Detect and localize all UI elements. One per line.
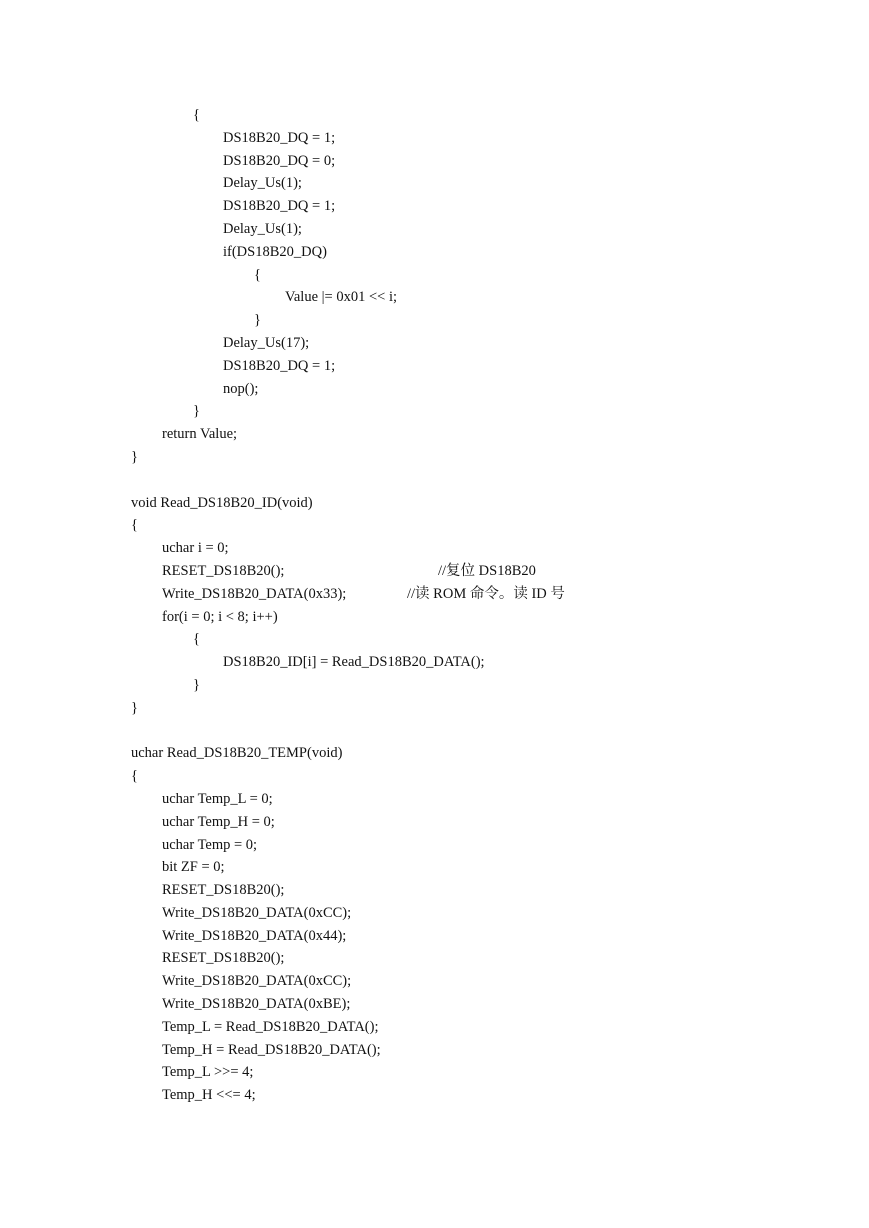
code-line bbox=[131, 378, 831, 401]
code-line bbox=[131, 560, 831, 583]
code-line bbox=[131, 788, 831, 811]
code-listing bbox=[131, 104, 831, 1107]
code-line bbox=[131, 856, 831, 879]
code-line bbox=[131, 332, 831, 355]
code-comment: //读 ROM 命令。读 ID 号 bbox=[407, 585, 565, 602]
code-line bbox=[131, 446, 831, 469]
code-text: void Read_DS18B20_ID(void) bbox=[131, 494, 313, 511]
code-line bbox=[131, 241, 831, 264]
code-text: for(i = 0; i < 8; i++) bbox=[162, 608, 278, 625]
code-line bbox=[131, 264, 831, 287]
code-text: { bbox=[193, 631, 200, 648]
code-line bbox=[131, 355, 831, 378]
code-line bbox=[131, 606, 831, 629]
code-text: { bbox=[193, 107, 200, 123]
code-line bbox=[131, 537, 831, 560]
code-text: { bbox=[131, 517, 138, 534]
code-line bbox=[131, 104, 831, 127]
code-line bbox=[131, 628, 831, 651]
code-line bbox=[131, 469, 831, 492]
code-line bbox=[131, 970, 831, 993]
code-line bbox=[131, 514, 831, 537]
code-line bbox=[131, 651, 831, 674]
code-line bbox=[131, 195, 831, 218]
code-line bbox=[131, 286, 831, 309]
code-line bbox=[131, 834, 831, 857]
code-text: DS18B20_DQ = 1; bbox=[223, 357, 336, 374]
code-text: uchar Temp_H = 0; bbox=[162, 813, 275, 830]
code-text: RESET_DS18B20(); bbox=[162, 562, 285, 579]
code-text: Temp_L = Read_DS18B20_DATA(); bbox=[162, 1018, 379, 1035]
code-line bbox=[131, 925, 831, 948]
code-text: } bbox=[254, 312, 261, 329]
code-text: RESET_DS18B20(); bbox=[162, 950, 285, 967]
code-text: } bbox=[131, 448, 138, 465]
code-text: return Value; bbox=[162, 426, 238, 443]
code-line bbox=[131, 1039, 831, 1062]
code-text: } bbox=[131, 699, 138, 716]
code-line bbox=[131, 1061, 831, 1084]
code-comment: //复位 DS18B20 bbox=[438, 562, 536, 579]
code-line bbox=[131, 742, 831, 765]
code-line bbox=[131, 309, 831, 332]
code-text: Write_DS18B20_DATA(0x44); bbox=[162, 927, 347, 944]
code-text: if(DS18B20_DQ) bbox=[223, 243, 327, 260]
code-text: Temp_H = Read_DS18B20_DATA(); bbox=[162, 1041, 381, 1058]
code-line bbox=[131, 150, 831, 173]
code-line bbox=[131, 879, 831, 902]
code-text: bit ZF = 0; bbox=[162, 859, 225, 876]
code-text: uchar Temp_L = 0; bbox=[162, 790, 273, 807]
code-text: Delay_Us(17); bbox=[223, 334, 310, 351]
code-line bbox=[131, 720, 831, 743]
code-text: Write_DS18B20_DATA(0xCC); bbox=[162, 904, 352, 921]
code-text: uchar i = 0; bbox=[162, 540, 229, 557]
code-line bbox=[131, 127, 831, 150]
code-line bbox=[131, 423, 831, 446]
code-line bbox=[131, 674, 831, 697]
code-text: Write_DS18B20_DATA(0xCC); bbox=[162, 973, 352, 990]
code-text: Write_DS18B20_DATA(0x33); bbox=[162, 585, 347, 602]
code-text: Temp_L >>= 4; bbox=[162, 1064, 254, 1081]
code-line bbox=[131, 1016, 831, 1039]
code-text: } bbox=[193, 676, 200, 693]
code-text: DS18B20_ID[i] = Read_DS18B20_DATA(); bbox=[223, 654, 485, 671]
code-line bbox=[131, 172, 831, 195]
code-text: { bbox=[254, 266, 261, 283]
code-text: Delay_Us(1); bbox=[223, 175, 302, 192]
code-line bbox=[131, 492, 831, 515]
code-text: { bbox=[131, 768, 138, 785]
code-text: Write_DS18B20_DATA(0xBE); bbox=[162, 996, 351, 1013]
code-text: DS18B20_DQ = 0; bbox=[223, 152, 336, 169]
code-line bbox=[131, 947, 831, 970]
code-text: DS18B20_DQ = 1; bbox=[223, 129, 336, 146]
code-text: } bbox=[193, 403, 200, 420]
code-line bbox=[131, 902, 831, 925]
code-line bbox=[131, 583, 831, 606]
code-line bbox=[131, 1084, 831, 1107]
code-text: Delay_Us(1); bbox=[223, 220, 302, 237]
code-text: uchar Read_DS18B20_TEMP(void) bbox=[131, 745, 343, 762]
code-line bbox=[131, 218, 831, 241]
code-line bbox=[131, 697, 831, 720]
code-line bbox=[131, 765, 831, 788]
code-text: Temp_H <<= 4; bbox=[162, 1087, 256, 1104]
code-text: nop(); bbox=[223, 380, 259, 397]
code-text: uchar Temp = 0; bbox=[162, 836, 258, 853]
code-text: Value |= 0x01 << i; bbox=[285, 289, 398, 306]
code-line bbox=[131, 811, 831, 834]
code-line bbox=[131, 400, 831, 423]
code-text: DS18B20_DQ = 1; bbox=[223, 198, 336, 215]
code-text: RESET_DS18B20(); bbox=[162, 882, 285, 899]
code-line bbox=[131, 993, 831, 1016]
